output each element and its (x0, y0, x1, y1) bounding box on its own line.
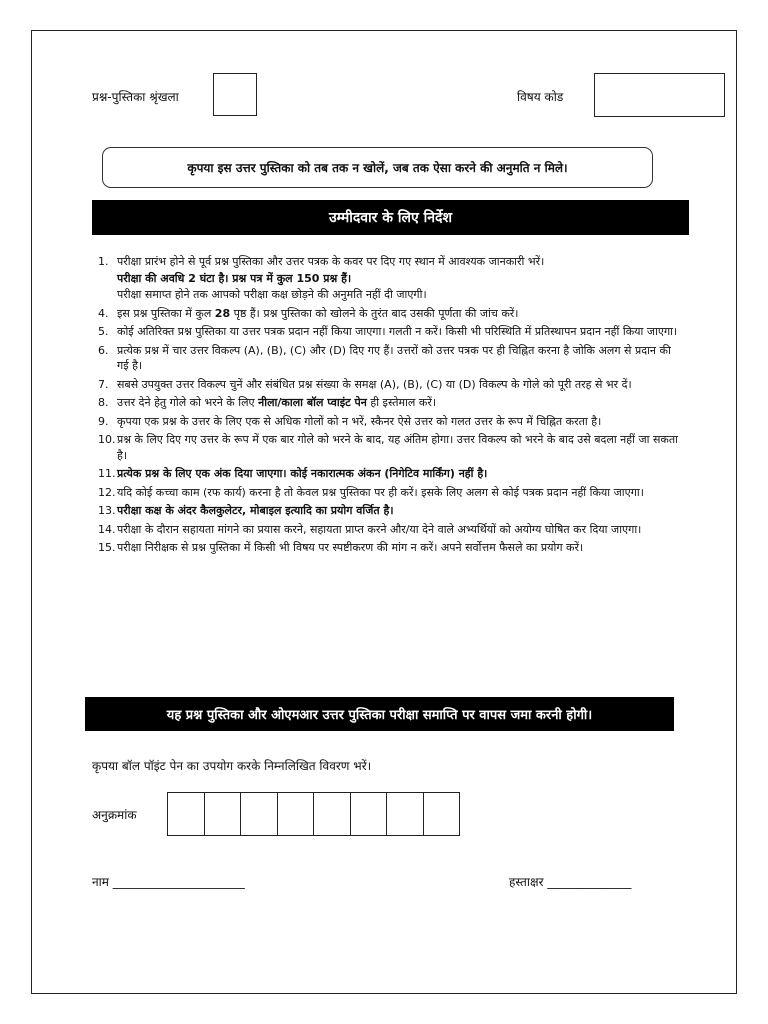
instruction-text: इस प्रश्न पुस्तिका में कुल (117, 306, 215, 320)
instruction-text: प्रत्येक प्रश्न के लिए एक अंक दिया जाएगा। कोई नकारात्मक अंकन (निगेटिव मार्किंग) नहीं है। (117, 467, 488, 480)
instruction-item (98, 287, 683, 303)
booklet-series-label: प्रश्न-पुस्तिका श्रृंखला (92, 90, 179, 104)
instruction-number: 8. (98, 396, 109, 409)
roll-number-cell[interactable] (351, 792, 388, 836)
instruction-number: 13. (98, 504, 116, 517)
roll-number-cell[interactable] (241, 792, 278, 836)
roll-number-cell[interactable] (205, 792, 242, 836)
instruction-text: प्रश्न के लिए दिए गए उत्तर के रूप में एक बार गोले को भरने के बाद, यह अंतिम होगा। उत्तर विकल्प को भरने के बाद उसे बदला नहीं जा सकता है। (117, 433, 678, 462)
instruction-text: यदि कोई कच्चा काम (रफ कार्य) करना है तो केवल प्रश्न पुस्तिका पर ही करें। इसके लिए अलग से कोई पत्रक प्रदान नहीं किया जाएगा। (117, 485, 644, 499)
roll-number-cell[interactable] (168, 792, 205, 836)
instruction-text: पृष्ठ हैं। प्रश्न पुस्तिका को खोलने के तुरंत बाद उसकी पूर्णता की जांच करें। (230, 306, 519, 320)
instruction-number: 6. (98, 343, 109, 357)
roll-number-cell[interactable] (314, 792, 351, 836)
instruction-text: ही इस्तेमाल करें। (366, 396, 437, 409)
instructions-list (98, 254, 683, 559)
roll-number-grid (167, 792, 460, 836)
instruction-item (98, 503, 683, 519)
instruction-item (98, 395, 683, 411)
instruction-text: उत्तर देने हेतु गोले को भरने के लिए (117, 396, 259, 409)
instruction-number: 14. (98, 522, 116, 536)
roll-number-cell[interactable] (278, 792, 315, 836)
instruction-item (98, 343, 683, 374)
instruction-number: 4. (98, 306, 109, 320)
instruction-item (98, 432, 683, 463)
booklet-series-box[interactable] (213, 73, 257, 116)
instruction-number: 12. (98, 485, 116, 499)
instruction-text: कोई अतिरिक्त प्रश्न पुस्तिका या उत्तर पत्रक प्रदान नहीं किया जाएगा। गलती न करें। किसी भी परिस्थिति में प्रतिस्थापन प्रदान नहीं किया जाएगा। (117, 325, 678, 338)
fill-details-note: कृपया बॉल पॉइंट पेन का उपयोग करके निम्नलिखित विवरण भरें। (92, 759, 372, 773)
instruction-item (98, 522, 683, 538)
name-field[interactable]: नाम ______________________ (92, 875, 245, 889)
roll-number-cell[interactable] (387, 792, 424, 836)
instruction-number: 7. (98, 377, 109, 391)
instruction-number: 1. (98, 255, 109, 268)
instruction-text: परीक्षा की अवधि 2 घंटा है। प्रश्न पत्र में कुल 150 प्रश्न हैं। (117, 271, 352, 285)
instruction-text: सबसे उपयुक्त उत्तर विकल्प चुनें और संबंधित प्रश्न संख्या के समक्ष (A), (B), (C) या (D) विकल्प के गोले को पूरी तरह से भर दें। (117, 377, 632, 391)
roll-number-label: अनुक्रमांक (92, 808, 137, 822)
instruction-item (98, 254, 683, 270)
return-booklet-notice: यह प्रश्न पुस्तिका और ओएमआर उत्तर पुस्तिका परीक्षा समाप्ति पर वापस जमा करनी होगी। (85, 697, 674, 731)
instruction-number: 9. (98, 414, 109, 428)
subject-code-label: विषय कोड (517, 90, 564, 104)
instruction-number: 15. (98, 541, 116, 554)
instruction-text: प्रत्येक प्रश्न में चार उत्तर विकल्प (A), (B), (C) और (D) दिए गए हैं। उत्तरों को उत्तर पत्रक पर ही चिह्नित करना है जोकि अलग से प्रदान की गई है। (117, 343, 671, 372)
instruction-item (98, 306, 683, 322)
instruction-text: कृपया एक प्रश्न के उत्तर के लिए एक से अधिक गोलों को न भरें, स्कैनर ऐसे उत्तर को गलत उत्तर के रूप में चिह्नित करता है। (117, 414, 602, 428)
instruction-text: परीक्षा समाप्त होने तक आपको परीक्षा कक्ष छोड़ने की अनुमति नहीं दी जाएगी। (117, 288, 427, 301)
instruction-number: 10. (98, 433, 116, 446)
instruction-text: परीक्षा कक्ष के अंदर कैलकुलेटर, मोबाइल इत्यादि का प्रयोग वर्जित है। (117, 504, 394, 517)
instruction-number: 11. (98, 467, 116, 480)
instruction-item (98, 324, 683, 340)
signature-field[interactable]: हस्ताक्षर ______________ (509, 875, 632, 889)
instruction-item (98, 485, 683, 501)
instruction-text: 28 (214, 306, 231, 320)
instruction-item (98, 377, 683, 393)
instruction-item (98, 466, 683, 482)
do-not-open-notice: कृपया इस उत्तर पुस्तिका को तब तक न खोलें, जब तक ऐसा करने की अनुमति न मिले। (102, 147, 653, 188)
instruction-item (98, 271, 683, 287)
instruction-item (98, 414, 683, 430)
instruction-text: परीक्षा के दौरान सहायता मांगने का प्रयास करने, सहायता प्राप्त करने और/या देने वाले अभ्यर्थियों को अयोग्य घोषित कर दिया जाएगा। (117, 522, 642, 536)
instruction-text: परीक्षा प्रारंभ होने से पूर्व प्रश्न पुस्तिका और उत्तर पत्रक के कवर पर दिए गए स्थान में आवश्यक जानकारी भरें। (117, 255, 545, 268)
instruction-number: 5. (98, 325, 109, 338)
roll-number-cell[interactable] (424, 792, 461, 836)
instruction-item (98, 540, 683, 556)
subject-code-box[interactable] (594, 73, 725, 117)
instruction-text: परीक्षा निरीक्षक से प्रश्न पुस्तिका में किसी भी विषय पर स्पष्टीकरण की मांग न करें। अपने सर्वोत्तम फैसले का प्रयोग करें। (117, 541, 584, 554)
instructions-title: उम्मीदवार के लिए निर्देश (92, 200, 689, 235)
instruction-text: नीला/काला बॉल प्वाइंट पेन (258, 396, 367, 409)
